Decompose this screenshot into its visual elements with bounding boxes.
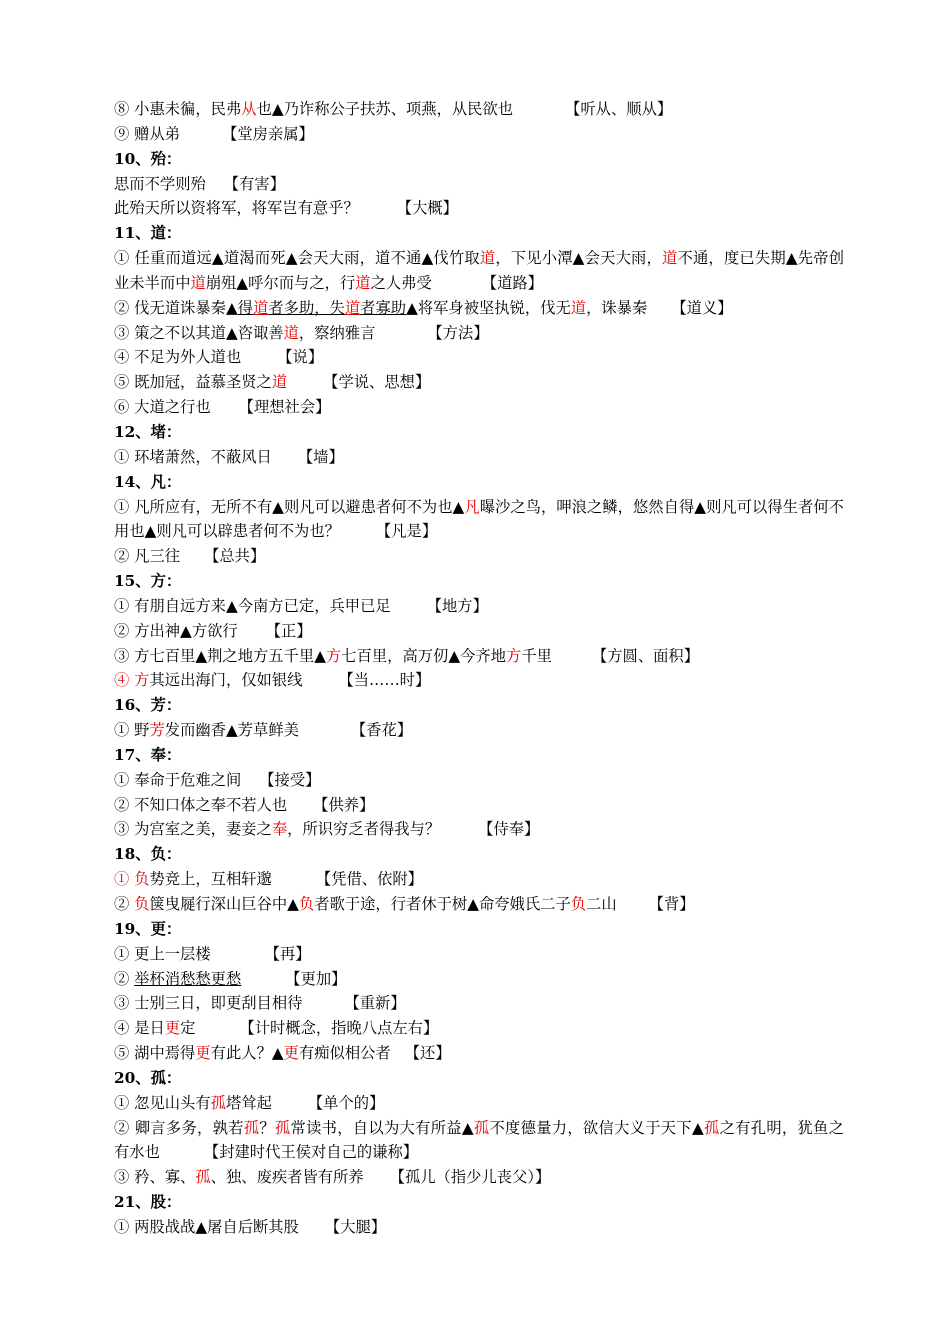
entry-heading <box>114 693 844 718</box>
text-segment: ② 不知口体之奉不若人也 <box>114 795 288 814</box>
text-segment: 孤 <box>243 1118 260 1137</box>
text-segment: 孤 <box>704 1118 720 1137</box>
meaning-label: 【地方】 <box>426 596 488 615</box>
meaning-label: 【更加】 <box>285 969 347 988</box>
text-segment: ① 有朋自远方来▲今南方已定，兵甲已足 <box>114 596 391 615</box>
example-line <box>114 1165 844 1190</box>
text-segment: 20、孤： <box>114 1068 182 1087</box>
text-segment: ② 伐无道诛暴秦▲ <box>114 298 238 317</box>
example-line <box>114 594 844 619</box>
text-segment: ？ <box>259 1118 275 1137</box>
meaning-label: 【方法】 <box>427 323 489 342</box>
text-segment: 芳 <box>149 721 165 740</box>
text-segment: 之有孔明，犹鱼之有水也 <box>114 1118 844 1162</box>
example-line <box>114 991 844 1016</box>
text-segment: ① 环堵萧然，不蔽风日 <box>114 447 272 466</box>
text-segment: ③ 为宫室之美，妻妾之 <box>114 820 272 839</box>
meaning-label: 【计时概念，指晚八点左右】 <box>239 1019 439 1038</box>
text-segment: 思而不学则殆 <box>114 174 206 193</box>
text-segment: 常读书，自以为大有所益▲ <box>290 1118 474 1137</box>
text-segment: 19、更： <box>114 919 182 938</box>
text-segment: ⑧ 小惠未徧，民弗 <box>114 100 242 118</box>
text-segment: 曝沙之鸟，呷浪之鳞，悠然自得▲则凡可以得生者何不用也▲则凡可以辟患者何不为也？ <box>114 497 844 541</box>
text-segment: ③ 士别三日，即更刮目相待 <box>114 994 303 1013</box>
text-segment: 道 <box>662 249 678 268</box>
meaning-label: 【大腿】 <box>324 1217 387 1236</box>
text-segment: ⑨ 赠从弟 <box>114 124 181 143</box>
meaning-label: 【堂房亲属】 <box>222 124 314 143</box>
entry-heading <box>114 1190 844 1215</box>
meaning-label: 【理想社会】 <box>238 398 331 417</box>
text-segment: 之人弗受 <box>370 273 432 292</box>
text-segment: ⑤ 既加冠，益慕圣贤之 <box>114 373 272 392</box>
text-segment: 有痴似相公者 <box>298 1044 391 1063</box>
meaning-label: 【凡是】 <box>375 522 438 541</box>
text-segment: 方 <box>325 646 342 665</box>
text-segment: 负 <box>134 895 150 913</box>
example-line <box>114 892 844 917</box>
text-segment: 负 <box>570 895 587 913</box>
text-segment: ① 任重而道远▲道渴而死▲会天大雨，道不通▲伐竹取 <box>114 249 480 268</box>
text-segment: 17、奉： <box>114 745 182 764</box>
text-segment: 12、堵： <box>114 422 182 441</box>
text-segment: 孤 <box>274 1118 291 1137</box>
text-segment: ① 忽见山头有 <box>114 1093 211 1112</box>
example-line <box>114 668 844 693</box>
text-segment: ④ 方 <box>114 671 150 690</box>
meaning-label: 【凭借、依附】 <box>315 870 423 889</box>
text-segment: 有此人？▲ <box>210 1044 284 1063</box>
text-segment: 塔耸起 <box>225 1093 272 1112</box>
text-segment: 奉 <box>271 820 288 839</box>
example-line <box>114 768 844 793</box>
example-line <box>114 296 844 321</box>
text-segment: ④ 是日 <box>114 1019 165 1038</box>
example-line <box>114 619 844 644</box>
example-line <box>114 495 844 545</box>
meaning-label: 【当……时】 <box>338 671 431 690</box>
text-segment: ③ 矜、寡、 <box>114 1168 196 1187</box>
text-segment: 道 <box>344 298 361 317</box>
meaning-label: 【学说、思想】 <box>323 373 431 392</box>
text-segment: 凡 <box>464 497 480 516</box>
entry-heading <box>114 569 844 594</box>
text-segment: 此殆天所以资将军，将军岂有意乎？ <box>114 199 359 218</box>
meaning-label: 【背】 <box>648 895 695 913</box>
text-segment: 道 <box>271 373 288 392</box>
text-segment: ① 更上一层楼 <box>114 944 211 963</box>
text-segment: 二山 <box>586 895 617 913</box>
meaning-label: 【道路】 <box>481 273 543 292</box>
entry-heading <box>114 221 844 246</box>
text-segment: 者寡助 <box>360 298 407 317</box>
entry-heading <box>114 1066 844 1091</box>
meaning-label: 【侍奉】 <box>478 820 540 839</box>
example-line <box>114 370 844 395</box>
text-segment: 方 <box>506 646 522 665</box>
entry-heading <box>114 917 844 942</box>
example-line <box>114 867 844 892</box>
text-segment: ▲将军身被坚执锐，伐无 <box>406 298 571 317</box>
text-segment: 七百里，高万仞▲今齐地 <box>341 646 507 665</box>
text-segment: 孤 <box>210 1093 226 1112</box>
text-segment: 孤 <box>473 1118 490 1137</box>
entry-heading <box>114 842 844 867</box>
example-line <box>114 644 844 669</box>
example-line <box>114 544 844 569</box>
text-segment: 者歌于途，行者休于树▲命夸娥氏二子 <box>314 895 571 913</box>
text-segment: ⑤ 湖中焉得 <box>114 1044 196 1063</box>
text-segment: 不通，度已失期▲先帝创业未半而中 <box>114 249 844 292</box>
meaning-label: 【还】 <box>404 1044 451 1063</box>
meaning-label: 【道义】 <box>671 298 733 317</box>
meaning-label: 【封建时代王侯对自己的谦称】 <box>203 1143 419 1162</box>
meaning-label: 【重新】 <box>344 994 406 1013</box>
entry-heading <box>114 420 844 445</box>
text-segment: ② 卿言多务，孰若 <box>114 1118 244 1137</box>
text-segment: 崩殂▲呼尔而与之，行 <box>205 273 356 292</box>
meaning-label: 【墙】 <box>297 447 344 466</box>
meaning-label: 【正】 <box>265 621 312 640</box>
text-segment: 道 <box>253 298 269 317</box>
text-segment: 孤 <box>195 1168 211 1187</box>
text-segment: 势竞上，互相轩邈 <box>149 870 272 889</box>
example-line <box>114 1091 844 1116</box>
text-segment: 不度德量力，欲信大义于天下▲ <box>489 1118 705 1137</box>
text-segment: 定 <box>180 1019 196 1038</box>
example-line <box>114 321 844 346</box>
text-segment: ① 野 <box>114 721 150 740</box>
example-line <box>114 1116 844 1166</box>
text-segment: 从 <box>241 100 257 118</box>
text-segment: 箧曳屣行深山巨谷中▲ <box>149 895 299 913</box>
text-segment: ③ 方七百里▲荆之地方五千里▲ <box>114 646 326 665</box>
text-segment: 16、芳： <box>114 696 182 715</box>
text-segment: 发而幽香▲芳草鲜美 <box>164 721 299 740</box>
example-line <box>114 1016 844 1041</box>
meaning-label: 【供养】 <box>313 795 375 814</box>
meaning-label: 【香花】 <box>350 721 413 740</box>
text-segment: 15、方： <box>114 572 182 591</box>
example-line <box>114 246 844 296</box>
text-segment: ② 方出神▲方欲行 <box>114 621 238 640</box>
meaning-label: 【单个的】 <box>307 1093 385 1112</box>
text-segment: 14、凡： <box>114 472 182 491</box>
text-segment: 、独、废疾者皆有所养 <box>210 1168 364 1187</box>
text-segment: ① 负 <box>114 870 150 889</box>
text-segment: ① 奉命于危难之间 <box>114 770 242 789</box>
text-segment: 10、殆： <box>114 149 182 168</box>
text-segment: 18、负： <box>114 845 182 864</box>
text-segment: ① 凡所应有，无所不有▲则凡可以避患者何不为也▲ <box>114 497 465 516</box>
text-segment: 其远出海门，仅如银线 <box>149 671 303 690</box>
text-segment: ① 两股战战▲屠自后断其股 <box>114 1217 299 1236</box>
text-segment: 道 <box>283 323 299 342</box>
meaning-label: 【总共】 <box>204 547 266 566</box>
text-segment: ② <box>114 895 135 913</box>
text-segment: 更 <box>283 1044 299 1063</box>
meaning-label: 【有害】 <box>223 174 285 193</box>
entry-heading <box>114 470 844 495</box>
text-segment: 更 <box>195 1044 211 1063</box>
text-segment: ② <box>114 969 135 988</box>
text-segment: ，诛暴秦 <box>586 298 648 317</box>
text-segment: 负 <box>298 895 315 913</box>
example-line <box>114 172 844 197</box>
text-segment: 者多助，失 <box>268 298 345 317</box>
example-line <box>114 1041 844 1066</box>
text-segment: ④ 不足为外人道也 <box>114 348 242 367</box>
meaning-label: 【方圆、面积】 <box>591 646 700 665</box>
text-segment: ，察纳雅言 <box>298 323 376 342</box>
example-line <box>114 345 844 370</box>
text-segment: 道 <box>479 249 496 268</box>
entry-heading <box>114 743 844 768</box>
meaning-label: 【听从、顺从】 <box>565 100 673 118</box>
example-line <box>114 122 844 147</box>
example-line <box>114 718 844 743</box>
meaning-label: 【孤儿（指少儿丧父）】 <box>389 1168 551 1187</box>
example-line <box>114 817 844 842</box>
meaning-label: 【大概】 <box>396 199 458 218</box>
meaning-label: 【说】 <box>277 348 324 367</box>
text-segment: ③ 策之不以其道▲咨诹善 <box>114 323 284 342</box>
text-segment: ，所识穷乏者得我与？ <box>287 820 441 839</box>
example-line <box>114 445 844 470</box>
example-line <box>114 1215 844 1240</box>
meaning-label: 【接受】 <box>259 770 321 789</box>
example-line <box>114 97 844 122</box>
text-segment: 道 <box>190 273 206 292</box>
entry-heading <box>114 147 844 172</box>
example-line <box>114 395 844 420</box>
example-line <box>114 196 844 221</box>
text-segment: 千里 <box>521 646 552 665</box>
example-line <box>114 967 844 992</box>
text-segment: ② 凡三往 <box>114 547 181 566</box>
text-segment: 更 <box>164 1019 181 1038</box>
text-segment: ⑥ 大道之行也 <box>114 398 211 417</box>
text-segment: 举杯消愁愁更愁 <box>134 969 242 988</box>
example-line <box>114 793 844 818</box>
text-segment: ，下见小潭▲会天大雨， <box>495 249 662 268</box>
text-segment: 道 <box>570 298 587 317</box>
example-line <box>114 942 844 967</box>
text-segment: 道 <box>355 273 371 292</box>
text-segment: 也▲乃诈称公子扶苏、项燕，从民欲也 <box>256 100 514 118</box>
text-segment: 21、股： <box>114 1193 182 1212</box>
meaning-label: 【再】 <box>264 944 311 963</box>
text-segment: 得 <box>237 298 254 317</box>
text-segment: 11、道： <box>114 224 182 243</box>
